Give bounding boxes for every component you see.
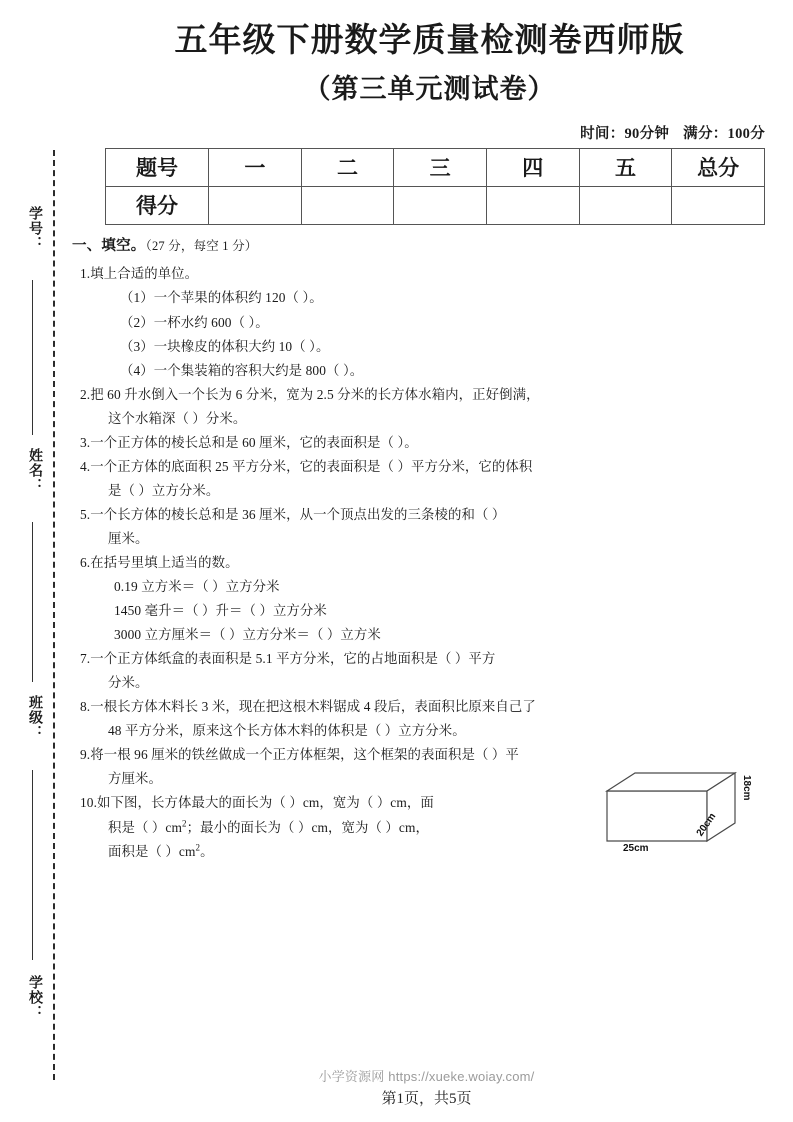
question-6: 6.在括号里填上适当的数。 — [80, 554, 239, 570]
exam-full-score: 满分：100分 — [683, 125, 765, 142]
margin-label-student-id: 学号： — [27, 206, 42, 251]
margin-rule-3 — [32, 770, 33, 960]
question-1-sub-4[interactable]: （4）一个集装箱的容积大约是 800（ ）。 — [120, 362, 364, 378]
exam-time: 时间：90分钟 — [580, 125, 670, 142]
table-row-scores — [106, 186, 765, 224]
score-cell-5[interactable] — [579, 186, 672, 224]
question-7-line-1[interactable]: 7.一个正方体纸盒的表面积是 5.1 平方分米，它的占地面积是（ ）平方 — [80, 651, 496, 667]
page-subtitle: （第三单元测试卷） — [303, 73, 556, 104]
question-10-line-2-sup: 2 — [181, 818, 187, 829]
section-one-points: （27 分，每空 1 分） — [145, 238, 258, 253]
question-5-line-1[interactable]: 5.一个长方体的棱长总和是 36 厘米，从一个顶点出发的三条棱的和（ ） — [80, 506, 506, 522]
margin-rule-2 — [32, 522, 33, 682]
question-3[interactable]: 3.一个正方体的棱长总和是 60 厘米，它的表面积是（ ）。 — [80, 434, 418, 450]
score-table-col-1: 一 — [209, 148, 302, 186]
margin-label-name: 姓名： — [27, 448, 42, 493]
question-10-line-1[interactable]: 10.如下图，长方体最大的面长为（ ）cm，宽为（ ）cm，面 — [80, 795, 434, 811]
question-9-line-2: 方厘米。 — [108, 771, 162, 787]
dimension-label-length: 25cm — [623, 843, 649, 855]
question-10-line-3-sup: 2 — [195, 842, 201, 853]
question-10-line-3b: 。 — [200, 843, 214, 859]
question-1-sub-1[interactable]: （1）一个苹果的体积约 120（ ）。 — [120, 290, 323, 306]
section-heading-fill-in-blank — [72, 235, 775, 258]
page-footer — [60, 1066, 793, 1108]
score-cell-3[interactable] — [394, 186, 487, 224]
margin-label-class: 班级： — [27, 695, 42, 740]
title-block — [60, 0, 793, 106]
score-table-col-5: 五 — [579, 148, 672, 186]
page-number: 第1页，共5页 — [381, 1091, 472, 1107]
table-row-question-numbers — [106, 148, 765, 186]
question-4-line-1[interactable]: 4.一个正方体的底面积 25 平方分米，它的表面积是（ ）平方分米，它的体积 — [80, 458, 533, 474]
score-table-col-3: 三 — [394, 148, 487, 186]
dimension-label-depth: 20cm — [694, 811, 719, 839]
page-content — [60, 0, 793, 1122]
margin-label-school: 学校： — [27, 975, 42, 1020]
question-1-sub-3[interactable]: （3）一块橡皮的体积大约 10（ ）。 — [120, 338, 330, 354]
score-table-rowhead-score: 得分 — [106, 186, 209, 224]
question-10-line-3[interactable] — [68, 840, 598, 863]
score-cell-total[interactable] — [672, 186, 765, 224]
dimension-label-height: 18cm — [741, 775, 753, 802]
question-9-line-1[interactable]: 9.将一根 96 厘米的铁丝做成一个正方体框架，这个框架的表面积是（ ）平 — [80, 747, 519, 763]
question-5-line-2: 厘米。 — [108, 530, 149, 546]
question-8-line-2[interactable]: 48 平方分米，原来这个长方体木料的体积是（ ）立方分米。 — [108, 723, 466, 739]
exam-meta — [60, 122, 793, 143]
margin-rule-1 — [32, 280, 33, 435]
question-1: 1.填上合适的单位。 — [80, 266, 199, 282]
score-table-col-total: 总分 — [672, 148, 765, 186]
question-7-line-2: 分米。 — [108, 675, 149, 691]
score-cell-4[interactable] — [486, 186, 579, 224]
score-table — [105, 148, 765, 225]
question-2-line-1: 2.把 60 升水倒入一个长为 6 分米，宽为 2.5 分米的长方体水箱内，正好倒满， — [80, 386, 540, 402]
binding-margin — [0, 0, 60, 1122]
score-table-col-4: 四 — [486, 148, 579, 186]
score-cell-1[interactable] — [209, 186, 302, 224]
score-table-col-2: 二 — [301, 148, 394, 186]
question-6-conversion-3[interactable]: 3000 立方厘米＝（ ）立方分米＝（ ）立方米 — [114, 627, 381, 643]
score-table-rowhead-question: 题号 — [106, 148, 209, 186]
exam-body — [60, 235, 793, 863]
question-1-sub-2[interactable]: （2）一杯水约 600（ ）。 — [120, 314, 269, 330]
page-title: 五年级下册数学质量检测卷西师版 — [174, 23, 685, 59]
question-10-line-3a: 面积是（ ）cm — [108, 843, 196, 859]
watermark-text: 小学资源网 https://xueke.woiay.com/ — [318, 1069, 535, 1084]
question-6-conversion-1[interactable]: 0.19 立方米＝（ ）立方分米 — [114, 579, 280, 595]
fold-dashed-line — [53, 150, 55, 1080]
section-one-title: 一、填空。 — [72, 237, 146, 254]
score-cell-2[interactable] — [301, 186, 394, 224]
question-10-text — [68, 791, 598, 862]
question-10-line-2a: 积是（ ）cm — [108, 819, 182, 835]
question-4-line-2[interactable]: 是（ ）立方分米。 — [108, 482, 220, 498]
score-table-wrapper — [105, 148, 765, 225]
question-6-conversion-2[interactable]: 1450 毫升＝（ ）升＝（ ）立方分米 — [114, 603, 327, 619]
question-2-line-2[interactable]: 这个水箱深（ ）分米。 — [108, 410, 247, 426]
question-8-line-1: 8.一根长方体木料长 3 米，现在把这根木料锯成 4 段后，表面积比原来自己了 — [80, 699, 536, 715]
cuboid-diagram — [601, 769, 773, 861]
question-10-line-2[interactable] — [68, 816, 598, 839]
question-10-line-2b: ；最小的面长为（ ）cm，宽为（ ）cm， — [186, 819, 429, 835]
